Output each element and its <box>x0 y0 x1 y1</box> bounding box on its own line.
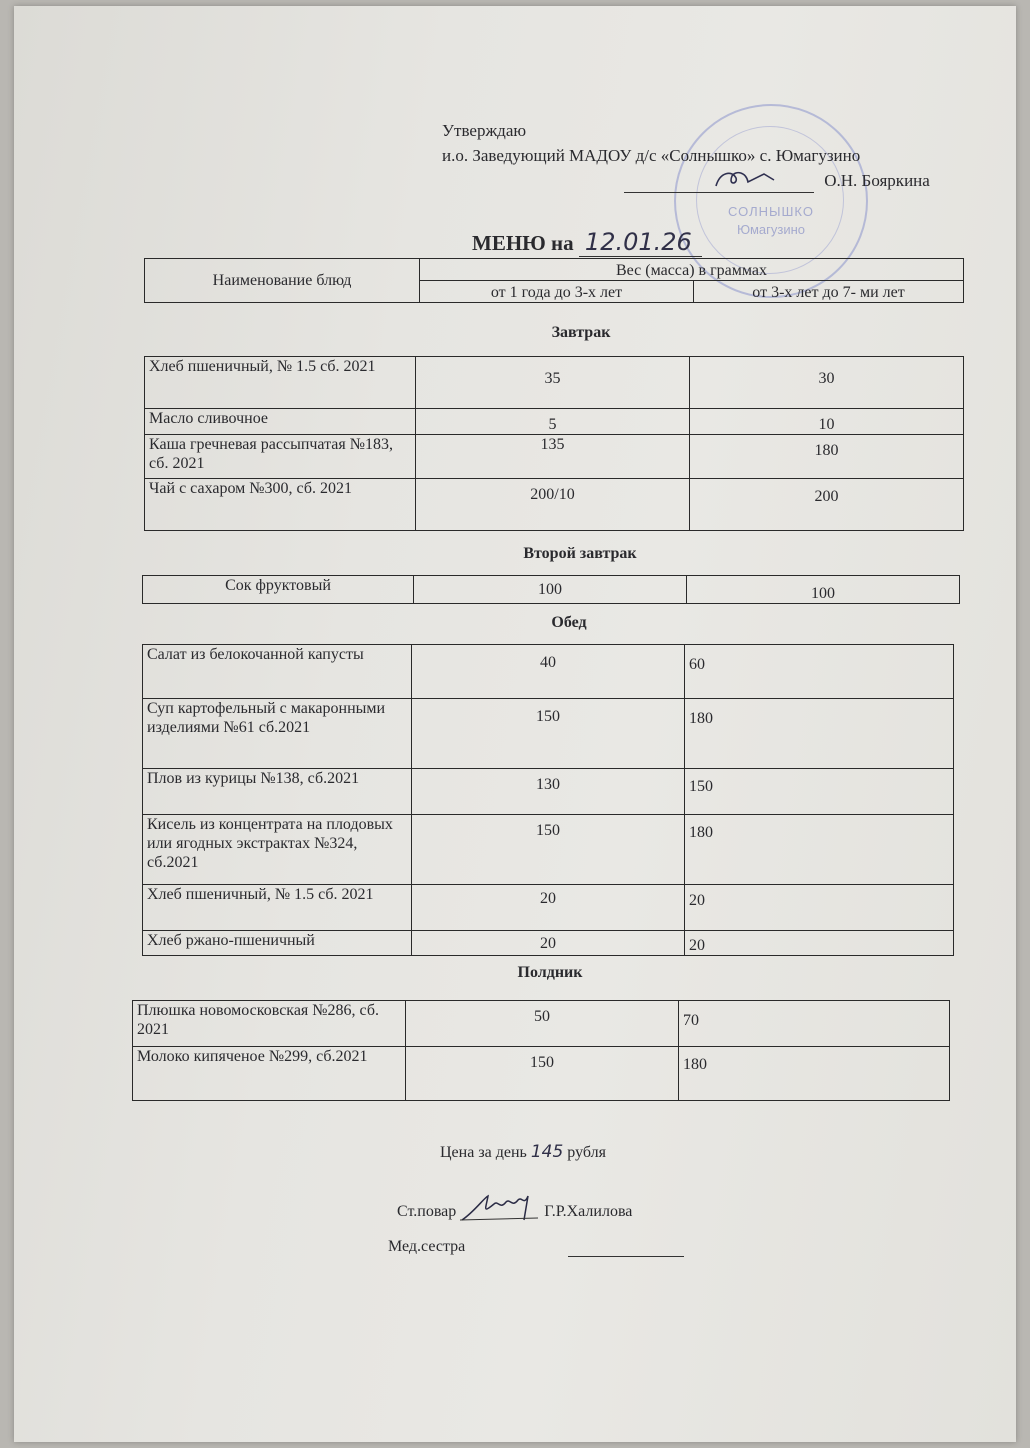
nurse-label: Мед.сестра <box>388 1238 466 1255</box>
dish-name: Каша гречневая рассыпчатая №183, сб. 2021 <box>145 435 416 479</box>
weight-age-3-7: 100 <box>687 576 960 604</box>
approval-label: Утверждаю <box>442 121 527 140</box>
weight-age-3-7: 180 <box>685 815 954 885</box>
snack-table <box>132 1000 950 1101</box>
weight-age-3-7: 70 <box>679 1001 950 1047</box>
dish-name: Чай с сахаром №300, сб. 2021 <box>145 479 416 531</box>
title-label: МЕНЮ на <box>472 231 574 255</box>
nurse-line <box>388 1238 465 1256</box>
table-row <box>143 885 954 931</box>
table-row <box>143 769 954 815</box>
weight-age-3-7: 150 <box>685 769 954 815</box>
director-signature-icon <box>624 168 814 190</box>
weight-age-1-3: 150 <box>406 1047 679 1101</box>
section-breakfast: Завтрак <box>551 324 611 341</box>
weight-age-1-3: 135 <box>416 435 690 479</box>
approval-block <box>442 118 930 193</box>
dish-name: Кисель из концентрата на плодовых или ягодных экстрактах №324, сб.2021 <box>143 815 412 885</box>
cook-name: Г.Р.Халилова <box>544 1203 633 1220</box>
table-row <box>145 409 964 435</box>
table-row <box>143 931 954 956</box>
dish-name: Хлеб пшеничный, № 1.5 сб. 2021 <box>145 357 416 409</box>
lunch-table <box>142 644 954 956</box>
weight-age-1-3: 5 <box>416 409 690 435</box>
header-age-1-3: от 1 года до 3-х лет <box>420 281 694 303</box>
weight-age-3-7: 180 <box>690 435 964 479</box>
section-second-breakfast: Второй завтрак <box>523 545 637 562</box>
weight-age-3-7: 200 <box>690 479 964 531</box>
weight-age-1-3: 150 <box>412 699 685 769</box>
dish-name: Масло сливочное <box>145 409 416 435</box>
dish-name: Сок фруктовый <box>143 576 414 604</box>
table-row <box>133 1047 950 1101</box>
table-row <box>145 479 964 531</box>
title-date: 12.01.26 <box>579 228 702 257</box>
price-value: 145 <box>530 1142 564 1162</box>
weight-age-1-3: 20 <box>412 885 685 931</box>
nurse-signature-line <box>568 1256 684 1257</box>
weight-age-1-3: 100 <box>414 576 687 604</box>
dish-name: Суп картофельный с макаронными изделиями №61 сб.2021 <box>143 699 412 769</box>
dish-name: Плюшка новомосковская №286, сб. 2021 <box>133 1001 406 1047</box>
second-breakfast-table <box>142 575 960 604</box>
dish-name: Молоко кипяченое №299, сб.2021 <box>133 1047 406 1101</box>
table-row <box>143 576 960 604</box>
price-unit: рубля <box>567 1144 606 1161</box>
weight-age-1-3: 40 <box>412 645 685 699</box>
price-line <box>440 1142 606 1162</box>
cook-signature-icon <box>458 1190 542 1224</box>
weight-age-1-3: 150 <box>412 815 685 885</box>
weight-age-1-3: 35 <box>416 357 690 409</box>
table-row <box>143 699 954 769</box>
section-snack: Полдник <box>517 964 583 981</box>
weight-age-1-3: 130 <box>412 769 685 815</box>
dish-name: Салат из белокочанной капусты <box>143 645 412 699</box>
table-row <box>133 1001 950 1047</box>
stamp-text-village: Юмагузино <box>736 222 806 237</box>
weight-age-3-7: 180 <box>685 699 954 769</box>
table-row <box>143 645 954 699</box>
approval-signer: О.Н. Бояркина <box>824 171 930 190</box>
cook-label: Ст.повар <box>397 1203 457 1220</box>
table-row <box>145 435 964 479</box>
header-dish: Наименование блюд <box>145 259 420 303</box>
header-table <box>144 258 964 303</box>
weight-age-3-7: 20 <box>685 931 954 956</box>
page-title <box>472 228 702 256</box>
weight-age-3-7: 60 <box>685 645 954 699</box>
section-lunch: Обед <box>551 614 587 631</box>
approval-signature-line <box>442 168 930 193</box>
approval-position: и.о. Заведующий МАДОУ д/с «Солнышко» с. Юмагузино <box>442 146 861 165</box>
weight-age-3-7: 20 <box>685 885 954 931</box>
weight-age-1-3: 20 <box>412 931 685 956</box>
breakfast-table <box>144 356 964 531</box>
weight-age-1-3: 200/10 <box>416 479 690 531</box>
header-age-3-7: от 3-х лет до 7- ми лет <box>694 281 964 303</box>
header-weight: Вес (масса) в граммах <box>420 259 964 281</box>
price-label: Цена за день <box>440 1144 527 1161</box>
menu-sheet <box>14 6 1016 1442</box>
dish-name: Хлеб пшеничный, № 1.5 сб. 2021 <box>143 885 412 931</box>
signature-underline <box>624 176 814 193</box>
table-row <box>145 357 964 409</box>
weight-age-3-7: 10 <box>690 409 964 435</box>
stamp-text-name: СОЛНЫШКО <box>728 204 814 219</box>
weight-age-3-7: 30 <box>690 357 964 409</box>
weight-age-3-7: 180 <box>679 1047 950 1101</box>
cook-line <box>397 1190 632 1224</box>
dish-name: Хлеб ржано-пшеничный <box>143 931 412 956</box>
dish-name: Плов из курицы №138, сб.2021 <box>143 769 412 815</box>
table-row <box>143 815 954 885</box>
weight-age-1-3: 50 <box>406 1001 679 1047</box>
